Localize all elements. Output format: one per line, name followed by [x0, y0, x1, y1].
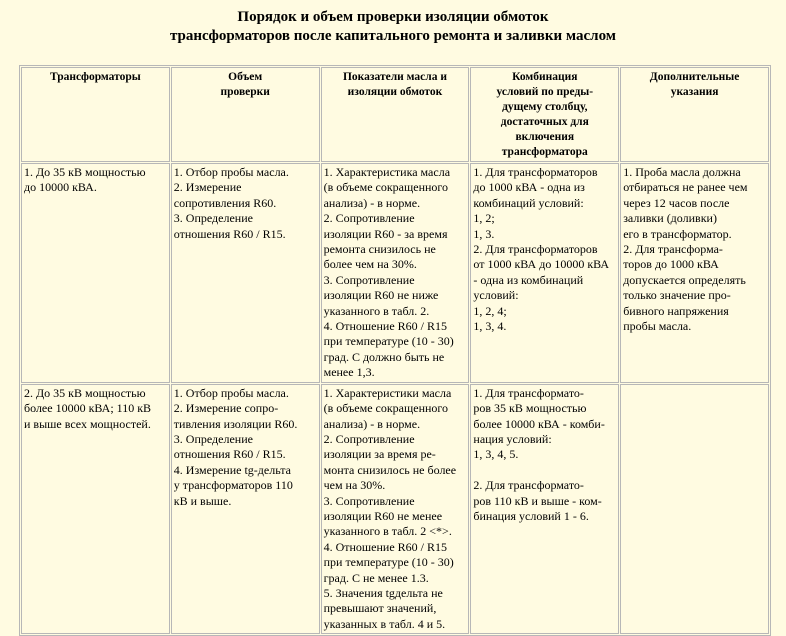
cell-text-line: 2. Для трансформаторов	[473, 242, 598, 257]
cell-text-line: проверки	[220, 86, 270, 98]
cell-text-line: 3. Определение	[173, 431, 253, 446]
cell-text-line: при температуре (10 - 30)	[323, 555, 454, 570]
cell-text-line: 4. Измерение tg-дельта	[173, 462, 291, 477]
cell-text-line: от 1000 кВА до 10000 кВА	[473, 257, 610, 272]
cell-text-line	[473, 463, 616, 478]
cell-check-scope	[171, 163, 320, 383]
table-header-row	[21, 67, 769, 162]
cell-text-line: 3. Определение	[173, 211, 253, 226]
cell-text-line: тивления изоляции R60.	[173, 416, 298, 431]
cell-text-line: 1, 3, 4, 5.	[473, 447, 519, 462]
cell-text-line: 1. Отбор пробы масла.	[173, 385, 289, 400]
cell-text-line: через 12 часов после	[623, 195, 730, 210]
cell-text-line: 1, 2, 4;	[473, 303, 507, 318]
cell-text-line: изоляции R60 - за время	[323, 226, 448, 241]
cell-text-line: 2. Сопротивление	[323, 431, 415, 446]
cell-text-line: 1. Характеристика масла	[323, 165, 451, 179]
title-line-2: трансформаторов после капитального ремонта и заливки маслом	[169, 28, 617, 44]
cell-text-line: превышают значений,	[323, 601, 437, 616]
cell-text-line: указанных в табл. 4 и 5.	[323, 616, 446, 631]
cell-text-line: 1. До 35 кВ мощностью	[24, 165, 146, 179]
cell-text-line: 1. Для трансформаторов	[473, 165, 598, 179]
cell-text-line: 1. Проба масла должна	[623, 165, 741, 179]
cell-conditions-combination	[470, 163, 619, 383]
cell-text-line: условий по преды-	[496, 86, 594, 98]
cell-text-line: 1, 3.	[473, 226, 495, 241]
cell-text-line: указанного в табл. 2 <*>.	[323, 524, 452, 539]
cell-text-line: пробы масла.	[623, 319, 692, 334]
cell-text-line: ров 110 кВ и выше - ком-	[473, 493, 602, 508]
cell-text-line: 1, 3, 4.	[473, 319, 507, 334]
cell-text-line: условий:	[473, 288, 519, 303]
cell-text-line: отбираться не ранее чем	[623, 180, 748, 195]
cell-text-line: - одна из комбинаций	[473, 272, 584, 287]
cell-text-line: более 10000 кВА - комби-	[473, 416, 605, 431]
cell-text-line: 2. Сопротивление	[323, 211, 415, 226]
header-check-scope	[171, 67, 320, 162]
cell-text-line: сопротивления R60.	[173, 195, 277, 210]
cell-text-line: 3. Сопротивление	[323, 493, 415, 508]
cell-transformers	[21, 163, 170, 383]
cell-text-line: более 10000 кВА; 110 кВ	[24, 401, 152, 416]
cell-text-line: торов до 1000 кВА	[623, 257, 719, 272]
cell-text-line: дущему столбцу,	[502, 101, 588, 113]
cell-text-line: только значение про-	[623, 288, 731, 303]
cell-text-line: 2. Для трансформа-	[623, 242, 723, 257]
cell-check-scope	[171, 384, 320, 635]
cell-text-line: (в объеме сокращенного	[323, 180, 449, 195]
cell-text-line: комбинаций условий:	[473, 195, 584, 210]
cell-text-line: заливки (доливки)	[623, 211, 717, 226]
header-transformers	[21, 67, 170, 162]
cell-additional-notes	[620, 163, 769, 383]
cell-text-line: указанного в табл. 2.	[323, 303, 430, 318]
cell-text-line: бинация условий 1 - 6.	[473, 508, 589, 523]
cell-conditions-combination	[470, 384, 619, 635]
cell-text-line: 2. До 35 кВ мощностью	[24, 385, 146, 400]
cell-text-line: бивного напряжения	[623, 303, 729, 318]
cell-text-line: изоляции R60 не менее	[323, 508, 443, 523]
table-row	[21, 163, 769, 383]
cell-text-line: изоляции обмоток	[347, 86, 443, 98]
cell-text-line: Показатели масла и	[342, 71, 447, 83]
cell-text-line: 2. Измерение	[173, 180, 242, 195]
cell-text-line: 5. Значения tgдельта не	[323, 585, 443, 600]
cell-additional-notes	[620, 384, 769, 635]
cell-text-line: анализа) - в норме.	[323, 416, 421, 431]
cell-text-line: град. С должно быть не	[323, 349, 445, 364]
cell-text-line: (в объеме сокращенного	[323, 401, 449, 416]
header-oil-insulation-indicators	[321, 67, 470, 162]
cell-text-line: до 10000 кВА.	[24, 180, 97, 195]
cell-transformers	[21, 384, 170, 635]
cell-text-line: чем на 30%.	[323, 478, 386, 493]
document-title	[0, 8, 786, 46]
cell-text-line: включения	[515, 131, 575, 143]
insulation-check-table	[19, 65, 771, 636]
cell-text-line: отношения R60 / R15.	[173, 447, 286, 462]
cell-text-line: ремонта снизилось не	[323, 242, 436, 257]
cell-text-line: 2. Для трансформато-	[473, 478, 584, 493]
cell-text-line: при температуре (10 - 30)	[323, 334, 454, 349]
cell-text-line: изоляции за время ре-	[323, 447, 436, 462]
cell-text-line: 2. Измерение сопро-	[173, 401, 279, 416]
cell-text-line: Дополнительные	[649, 71, 740, 83]
cell-text-line: до 1000 кВА - одна из	[473, 180, 585, 195]
cell-text-line: отношения R60 / R15.	[173, 226, 286, 241]
cell-oil-insulation-indicators	[321, 163, 470, 383]
header-conditions-combination	[470, 67, 619, 162]
cell-text-line: 1. Для трансформато-	[473, 385, 584, 400]
cell-text-line: 1, 2;	[473, 211, 495, 226]
cell-text-line: у трансформаторов 110	[173, 478, 293, 493]
cell-text-line: нация условий:	[473, 431, 552, 446]
cell-text-line: его в трансформатор.	[623, 226, 732, 241]
cell-text-line: 1. Отбор пробы масла.	[173, 165, 289, 179]
title-line-1: Порядок и объем проверки изоляции обмоток	[237, 9, 549, 25]
cell-text-line: ров 35 кВ мощностью	[473, 401, 587, 416]
cell-text-line: Комбинация	[512, 71, 578, 83]
cell-text-line: 3. Сопротивление	[323, 272, 415, 287]
cell-text-line: град. С не менее 1.3.	[323, 570, 429, 585]
cell-text-line: допускается определять	[623, 272, 746, 287]
cell-text-line: Объем	[228, 71, 263, 83]
cell-text-line: монта снизилось не более	[323, 462, 457, 477]
cell-text-line: трансформатора	[501, 146, 588, 158]
table-row	[21, 384, 769, 635]
cell-oil-insulation-indicators	[321, 384, 470, 635]
cell-text-line: анализа) - в норме.	[323, 195, 421, 210]
cell-text-line: кВ и выше.	[173, 493, 232, 508]
cell-text-line: и выше всех мощностей.	[24, 416, 151, 431]
cell-text-line: 4. Отношение R60 / R15	[323, 319, 448, 334]
cell-text-line: 1. Характеристики масла	[323, 385, 452, 400]
cell-text-line: Трансформаторы	[50, 71, 141, 83]
cell-text-line: указания	[670, 86, 719, 98]
cell-text-line: 4. Отношение R60 / R15	[323, 539, 448, 554]
header-additional-notes	[620, 67, 769, 162]
cell-text-line: изоляции R60 не ниже	[323, 288, 439, 303]
cell-text-line: более чем на 30%.	[323, 257, 417, 272]
cell-text-line: достаточных для	[500, 116, 589, 128]
cell-text-line: менее 1,3.	[323, 365, 375, 380]
